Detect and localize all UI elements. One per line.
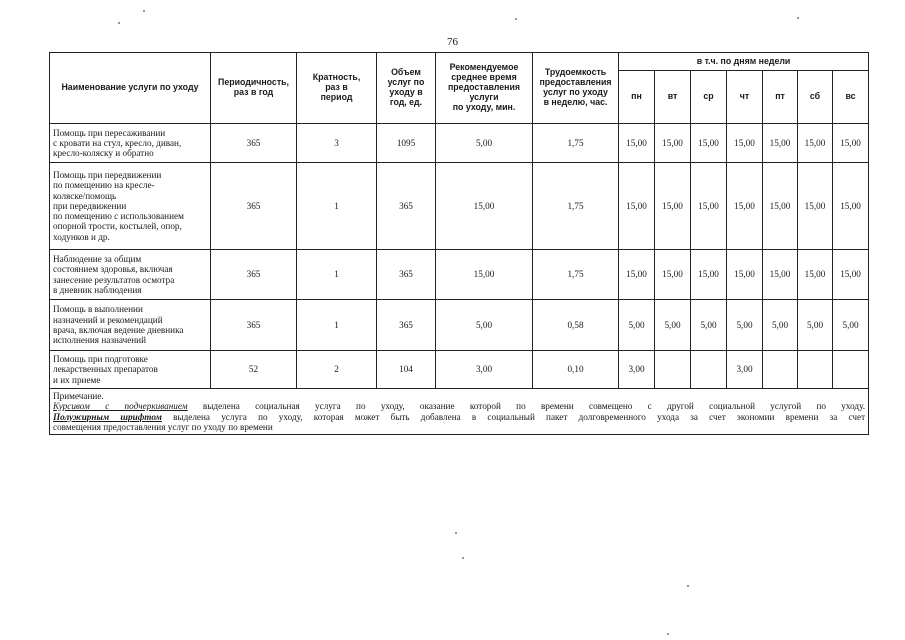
day-cell: 5,00 bbox=[798, 300, 833, 351]
day-cell: 5,00 bbox=[763, 300, 798, 351]
labor-cell: 1,75 bbox=[533, 124, 619, 163]
day-cell: 15,00 bbox=[727, 124, 763, 163]
periodicity-cell: 365 bbox=[211, 250, 297, 300]
day-cell: 15,00 bbox=[691, 163, 727, 250]
note-bold-text-continued: совмещения предоставления услуг по уходу по времени bbox=[53, 421, 273, 432]
avg-time-cell: 15,00 bbox=[436, 250, 533, 300]
note-cell bbox=[50, 389, 869, 435]
avg-time-cell: 3,00 bbox=[436, 351, 533, 389]
multiplicity-cell: 1 bbox=[297, 300, 377, 351]
scan-speck bbox=[143, 10, 145, 12]
scan-speck bbox=[462, 557, 464, 559]
multiplicity-cell: 3 bbox=[297, 124, 377, 163]
day-cell: 15,00 bbox=[727, 250, 763, 300]
day-cell: 5,00 bbox=[619, 300, 655, 351]
header-multiplicity: Кратность, раз в период bbox=[297, 53, 377, 124]
day-cell: 15,00 bbox=[619, 124, 655, 163]
table-row bbox=[50, 124, 869, 163]
day-cell: 15,00 bbox=[619, 163, 655, 250]
day-cell: 15,00 bbox=[691, 124, 727, 163]
labor-cell: 0,10 bbox=[533, 351, 619, 389]
note-italic-lead: Курсивом с подчеркиванием bbox=[53, 401, 188, 412]
periodicity-cell: 365 bbox=[211, 124, 297, 163]
day-cell: 3,00 bbox=[619, 351, 655, 389]
day-cell: 15,00 bbox=[763, 250, 798, 300]
header-avg-time: Рекомендуемое среднее время предоставления услуги по уходу, мин. bbox=[436, 53, 533, 124]
note-bold-paragraph bbox=[53, 412, 865, 422]
table-row bbox=[50, 300, 869, 351]
scan-speck bbox=[687, 585, 689, 587]
note-title: Примечание. bbox=[53, 391, 104, 401]
note-bold-text: выделена услуга по уходу, которая может быть добавлена в социальный пакет долговременного ухода за счет экономии времени за счет bbox=[161, 411, 866, 422]
scan-speck bbox=[667, 633, 669, 635]
scan-speck bbox=[455, 532, 457, 534]
avg-time-cell: 5,00 bbox=[436, 124, 533, 163]
periodicity-cell: 365 bbox=[211, 163, 297, 250]
header-day-thu: чт bbox=[727, 71, 763, 124]
day-cell: 15,00 bbox=[727, 163, 763, 250]
day-cell: 15,00 bbox=[833, 124, 869, 163]
header-day-mon: пн bbox=[619, 71, 655, 124]
day-cell bbox=[798, 351, 833, 389]
avg-time-cell: 5,00 bbox=[436, 300, 533, 351]
day-cell: 15,00 bbox=[833, 250, 869, 300]
table-row bbox=[50, 250, 869, 300]
volume-cell: 104 bbox=[377, 351, 436, 389]
day-cell: 15,00 bbox=[798, 124, 833, 163]
header-days-group: в т.ч. по дням недели bbox=[619, 53, 869, 71]
avg-time-cell: 15,00 bbox=[436, 163, 533, 250]
note-italic-text: выделена социальная услуга по уходу, оказание которой по времени совмещено с другой социальной услугой по уходу. bbox=[187, 401, 866, 412]
header-labor: Трудоемкость предоставления услуг по уходу в неделю, час. bbox=[533, 53, 619, 124]
header-volume: Объем услуг по уходу в год, ед. bbox=[377, 53, 436, 124]
day-cell: 5,00 bbox=[727, 300, 763, 351]
day-cell: 3,00 bbox=[727, 351, 763, 389]
day-cell bbox=[833, 351, 869, 389]
multiplicity-cell: 1 bbox=[297, 250, 377, 300]
day-cell: 15,00 bbox=[655, 163, 691, 250]
header-service: Наименование услуги по уходу bbox=[50, 53, 211, 124]
service-name: Помощь в выполнении назначений и рекомендаций врача, включая ведение дневника исполнения назначений bbox=[50, 300, 211, 351]
scan-speck bbox=[515, 18, 517, 20]
service-name: Наблюдение за общим состоянием здоровья, включая занесение результатов осмотра в дневник наблюдения bbox=[50, 250, 211, 300]
periodicity-cell: 365 bbox=[211, 300, 297, 351]
day-cell: 15,00 bbox=[833, 163, 869, 250]
volume-cell: 365 bbox=[377, 163, 436, 250]
labor-cell: 0,58 bbox=[533, 300, 619, 351]
scan-speck bbox=[797, 17, 799, 19]
day-cell: 15,00 bbox=[763, 163, 798, 250]
periodicity-cell: 52 bbox=[211, 351, 297, 389]
page-number: 76 bbox=[447, 36, 458, 48]
note-row bbox=[50, 389, 869, 435]
table-row bbox=[50, 351, 869, 389]
day-cell: 5,00 bbox=[833, 300, 869, 351]
labor-cell: 1,75 bbox=[533, 163, 619, 250]
multiplicity-cell: 1 bbox=[297, 163, 377, 250]
day-cell: 15,00 bbox=[798, 250, 833, 300]
header-day-fri: пт bbox=[763, 71, 798, 124]
service-name: Помощь при подготовке лекарственных препаратов и их приеме bbox=[50, 351, 211, 389]
note-italic-paragraph bbox=[53, 401, 865, 411]
day-cell: 15,00 bbox=[691, 250, 727, 300]
labor-cell: 1,75 bbox=[533, 250, 619, 300]
volume-cell: 365 bbox=[377, 250, 436, 300]
header-day-wed: ср bbox=[691, 71, 727, 124]
day-cell: 15,00 bbox=[655, 250, 691, 300]
header-day-tue: вт bbox=[655, 71, 691, 124]
header-periodicity: Периодичность, раз в год bbox=[211, 53, 297, 124]
day-cell: 5,00 bbox=[691, 300, 727, 351]
volume-cell: 365 bbox=[377, 300, 436, 351]
day-cell: 5,00 bbox=[655, 300, 691, 351]
day-cell: 15,00 bbox=[763, 124, 798, 163]
day-cell bbox=[763, 351, 798, 389]
day-cell: 15,00 bbox=[655, 124, 691, 163]
note-bold-lead: Полужирным шрифтом bbox=[53, 411, 162, 422]
day-cell bbox=[655, 351, 691, 389]
service-name: Помощь при передвижении по помещению на кресле- коляске/помощь при передвижении по помещению с использованием опорной трости, костылей, опор, ходунков и др. bbox=[50, 163, 211, 250]
table-row bbox=[50, 163, 869, 250]
care-services-table bbox=[49, 52, 869, 435]
volume-cell: 1095 bbox=[377, 124, 436, 163]
day-cell: 15,00 bbox=[619, 250, 655, 300]
scan-speck bbox=[118, 22, 120, 24]
day-cell: 15,00 bbox=[798, 163, 833, 250]
header-day-sat: сб bbox=[798, 71, 833, 124]
multiplicity-cell: 2 bbox=[297, 351, 377, 389]
service-name: Помощь при пересаживании с кровати на стул, кресло, диван, кресло-коляску и обратно bbox=[50, 124, 211, 163]
day-cell bbox=[691, 351, 727, 389]
header-day-sun: вс bbox=[833, 71, 869, 124]
